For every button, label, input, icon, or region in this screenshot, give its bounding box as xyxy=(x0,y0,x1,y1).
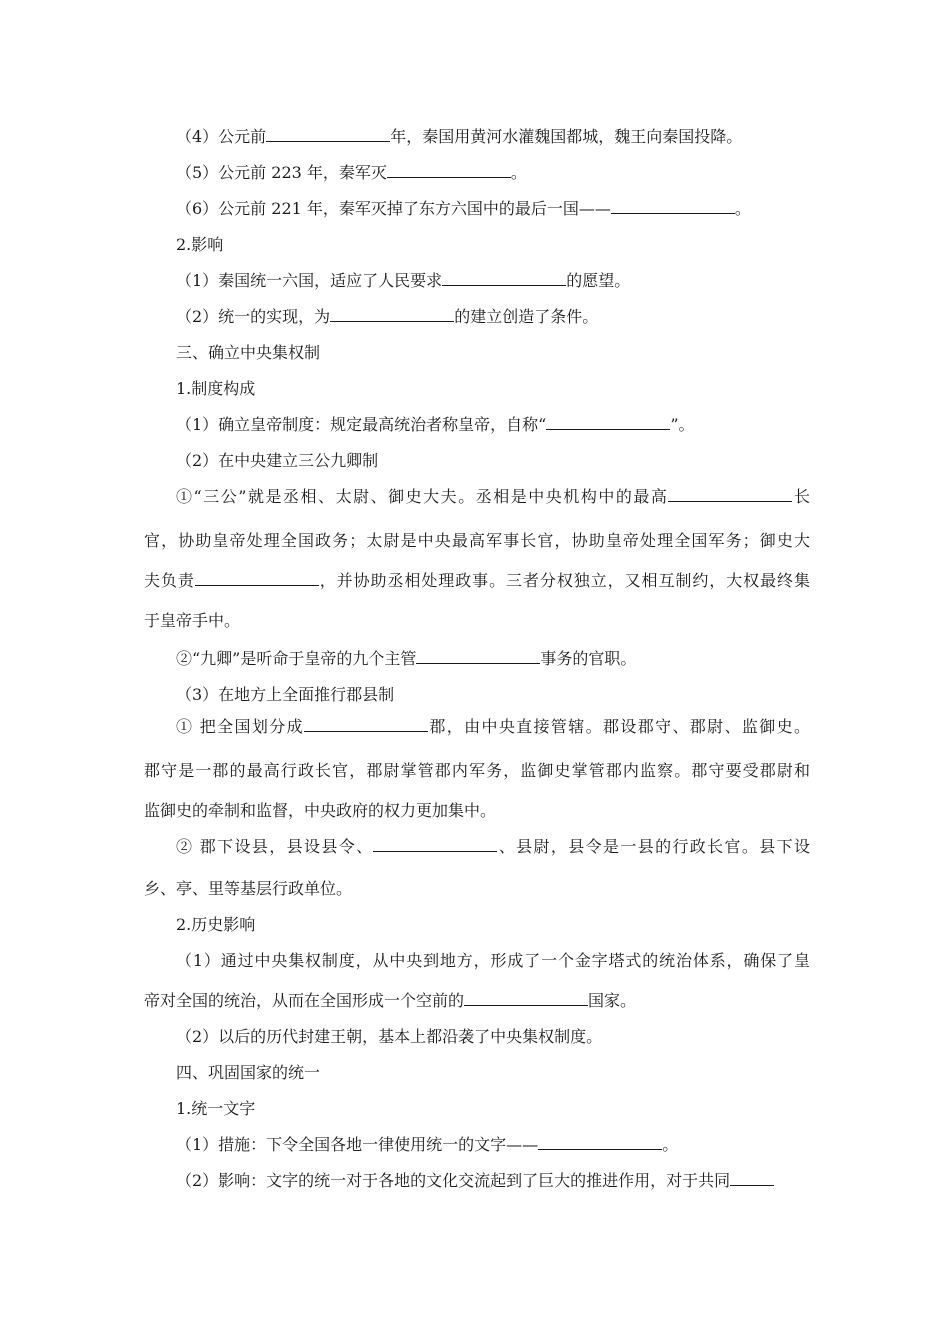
fill-in-blank[interactable] xyxy=(730,1170,774,1186)
text-line: （2）影响：文字的统一对于各地的文化交流起到了巨大的推进作用，对于共同 xyxy=(176,1170,810,1192)
text-line: （1）措施：下令全国各地一律使用统一的文字—— 。 xyxy=(176,1135,679,1154)
subheading: 2.历史影响 xyxy=(176,915,256,934)
text-line: （1）通过中央集权制度，从中央到地方，形成了一个金字塔式的统治体系，确保了皇 xyxy=(176,951,810,970)
text-line: （6）公元前 221 年，秦军灭掉了东方六国中的最后一国—— 。 xyxy=(176,199,751,218)
subheading: 1.制度构成 xyxy=(176,379,256,398)
fill-in-blank[interactable] xyxy=(668,486,792,502)
fill-in-blank[interactable] xyxy=(546,414,670,430)
text-line: 官，协助皇帝处理全国政务；太尉是中央最高军事长官，协助皇帝处理全国军务；御史大 xyxy=(144,531,810,550)
text-line: （4）公元前 年，秦国用黄河水灌魏国都城，魏王向秦国投降。 xyxy=(176,127,743,146)
subheading: 2.影响 xyxy=(176,235,224,254)
fill-in-blank[interactable] xyxy=(373,836,497,852)
fill-in-blank[interactable] xyxy=(611,198,735,214)
fill-in-blank[interactable] xyxy=(416,648,540,664)
text-line: ①“三公”就是丞相、太尉、御史大夫。丞相是中央机构中的最高 长 xyxy=(176,487,810,506)
text-line: ① 把全国划分成 郡，由中央直接管辖。郡设郡守、郡尉、监御史。 xyxy=(176,717,810,736)
subheading: 1.统一文字 xyxy=(176,1099,256,1118)
fill-in-blank[interactable] xyxy=(387,162,511,178)
text-line: 帝对全国的统治，从而在全国形成一个空前的 国家。 xyxy=(144,991,637,1010)
fill-in-blank[interactable] xyxy=(464,990,588,1006)
text-line: （2）在中央建立三公九卿制 xyxy=(176,451,379,470)
fill-in-blank[interactable] xyxy=(538,1134,662,1150)
text-line: 于皇帝手中。 xyxy=(144,611,241,630)
fill-in-blank[interactable] xyxy=(304,716,428,732)
fill-in-blank[interactable] xyxy=(266,126,390,142)
text-line: （1）秦国统一六国，适应了人民要求 的愿望。 xyxy=(176,271,631,290)
text-line: 乡、亭、里等基层行政单位。 xyxy=(144,879,353,898)
text-line: （1）确立皇帝制度：规定最高统治者称皇帝，自称“ ”。 xyxy=(176,415,695,434)
text-line: ② 郡下设县，县设县令、 、县尉，县令是一县的行政长官。县下设 xyxy=(176,837,810,856)
text-line: 郡守是一郡的最高行政长官，郡尉掌管郡内军务，监御史掌管郡内监察。郡守要受郡尉和 xyxy=(144,761,810,780)
text-line: （2）统一的实现，为 的建立创造了条件。 xyxy=(176,307,599,326)
fill-in-blank[interactable] xyxy=(330,306,454,322)
text-line: 监御史的牵制和监督，中央政府的权力更加集中。 xyxy=(144,801,497,820)
text-line: （3）在地方上全面推行郡县制 xyxy=(176,685,395,704)
fill-in-blank[interactable] xyxy=(195,570,319,586)
text-line: （2）以后的历代封建王朝，基本上都沿袭了中央集权制度。 xyxy=(176,1027,603,1046)
text-line: 夫负责 ，并协助丞相处理政事。三者分权独立，又相互制约，大权最终集 xyxy=(144,571,810,590)
text-line: （5）公元前 223 年，秦军灭 。 xyxy=(176,163,527,182)
section-heading: 三、确立中央集权制 xyxy=(176,343,321,362)
text-line: ②“九卿”是听命于皇帝的九个主管 事务的官职。 xyxy=(176,649,637,668)
fill-in-blank[interactable] xyxy=(442,270,566,286)
section-heading: 四、巩固国家的统一 xyxy=(176,1063,321,1082)
